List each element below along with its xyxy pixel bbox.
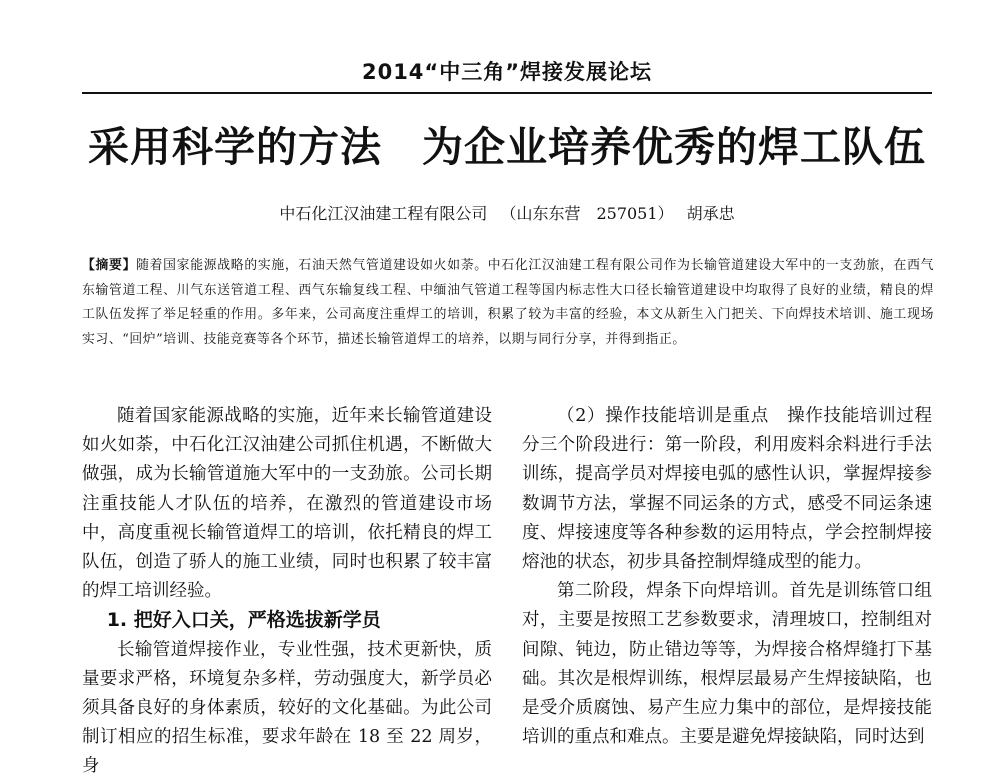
abstract — [82, 254, 934, 352]
author-affiliation: 中石化江汉油建工程有限公司 — [279, 204, 488, 223]
header-divider — [82, 92, 932, 94]
title-part-1: 采用科学的方法 — [88, 123, 382, 171]
author-location: （山东东营 257051） — [500, 204, 674, 223]
left-column — [82, 402, 492, 782]
author-name: 胡承忠 — [686, 204, 735, 223]
abstract-label: 【摘要】 — [82, 258, 137, 273]
running-header: 2014“中三角”焊接发展论坛 — [361, 60, 653, 84]
article-title — [82, 114, 932, 173]
byline — [82, 201, 932, 224]
right-column — [522, 402, 932, 752]
title-part-2: 为企业培养优秀的焊工队伍 — [422, 123, 926, 171]
section-1-heading: 1. 把好入口关，严格选拔新学员 — [106, 609, 381, 632]
abstract-text: 随着国家能源战略的实施，石油天然气管道建设如火如荼。中石化江汉油建工程有限公司作为长输管道建设大军中的一支劲旅，在西气东输管道工程、川气东送管道工程、西气东输复线工程、中缅油气管道工程等国内标志性大口径长输管道建设中均取得了良好的业绩，精良的焊工队伍发挥了举足轻重的作用。多年来，公司高度注重焊工的培训，积累了较为丰富的经验，本文从新生入门把关、下向焊技术培训、施工现场实习、“回炉”培训、技能竞赛等各个环节，描述长输管道焊工的培养，以期与同行分享，并得到指正。 — [82, 258, 934, 347]
intro-paragraph: 随着国家能源战略的实施，近年来长输管道建设如火如荼，中石化江汉油建公司抓住机遇，不断做大做强，成为长输管道施大军中的一支劲旅。公司长期注重技能人才队伍的培养，在激烈的管道建设市场中，高度重视长输管道焊工的培训，依托精良的焊工队伍，创造了骄人的施工业绩，同时也积累了较丰富的焊工培训经验。 — [82, 406, 492, 602]
section-1-paragraph: 长输管道焊接作业，专业性强，技术更新快，质量要求严格，环境复杂多样，劳动强度大，新学员必须具备良好的身体素质，较好的文化基础。为此公司制订相应的招生标准，要求年龄在 18 至 22 周岁，身 — [82, 639, 492, 777]
stage-two-paragraph: 第二阶段，焊条下向焊培训。首先是训练管口组对，主要是按照工艺参数要求，清理坡口，控制组对间隙、钝边，防止错边等等，为焊接合格焊缝打下基础。其次是根焊训练，根焊层最易产生焊接缺陷，也是受介质腐蚀、易产生应力集中的部位，是焊接技能培训的重点和难点。主要是避免焊接缺陷，同时达到 — [522, 581, 932, 748]
skill-training-paragraph: （2）操作技能培训是重点 操作技能培训过程分三个阶段进行：第一阶段，利用废料余料进行手法训练，提高学员对焊接电弧的感性认识，掌握焊接参数调节方法，掌握不同运条的方式，感受不同运条速度、焊接速度等各种参数的运用特点，学会控制焊接熔池的状态，初步具备控制焊缝成型的能力。 — [522, 406, 932, 573]
